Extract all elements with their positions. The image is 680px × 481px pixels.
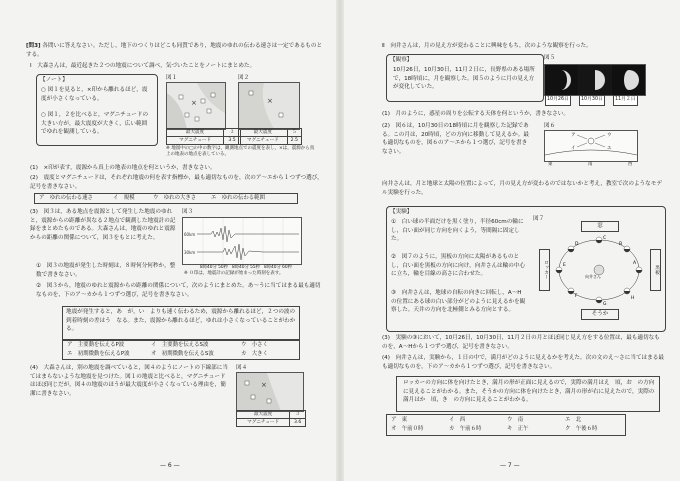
fig7-diagram bbox=[539, 221, 659, 321]
q3-option-i: イ 主要動を伝えるS波 bbox=[151, 342, 209, 348]
fig6-diagram bbox=[544, 130, 638, 162]
experiment-step-1: ① 白い球の半面だけを黒く塗り，半径60cmの輪にし，白い面が同じ方向を向くよう，等間隔に固定した。 bbox=[391, 219, 524, 243]
fig6-ground-east: 東 bbox=[548, 162, 553, 167]
fig3-note: ※ ０印は，地震計の記録が始まった時刻を表す。 bbox=[184, 271, 284, 276]
fig2-map bbox=[238, 82, 300, 130]
left-q3: (3) 図３は，ある地点を震源として発生した地震のゆれと，震源からの距離が異なる２地点で観測した地震計の記録をまとめたものである。大森さんは，地震のゆれと震源からの距離の関係について，図３をもとに考えた。 bbox=[30, 209, 176, 241]
q3-options-grid bbox=[62, 340, 300, 360]
q4-option-ka: カ 午前６時 bbox=[449, 426, 482, 432]
q3-option-u: ウ 小さく bbox=[241, 342, 268, 348]
fig3-seismograph bbox=[183, 218, 301, 264]
question-heading: [問3] bbox=[26, 43, 41, 49]
fig7-locker: ロッカー bbox=[539, 249, 550, 291]
q4-option-i: イ 西 bbox=[449, 417, 466, 423]
left-q1: (1) ×印が表す，震源から真上の地表の地点を何というか，書きなさい。 bbox=[30, 165, 216, 171]
q3-option-a: ア 主要動を伝えるP波 bbox=[67, 342, 125, 348]
q3-blank-text: 地震が発生すると，あ が，い よりも速く伝わるため，震源から離れるほど，２つの波の到着時刻の差はう なる。また，震源から離れるほど，ゆれは小さくなっていることがわかる。 bbox=[66, 309, 296, 333]
q4-option-a: ア 東 bbox=[391, 417, 408, 423]
q3-option-ka: カ 大きく bbox=[241, 351, 268, 357]
fig7-pos-d: D bbox=[575, 242, 579, 247]
q4-option-ku: ク 午後６時 bbox=[565, 426, 598, 432]
q3-blank-box bbox=[62, 306, 300, 340]
q2-options-box bbox=[34, 193, 298, 204]
fig2-label: 図２ bbox=[238, 75, 250, 81]
fig6-arrow-e: エ bbox=[607, 146, 612, 151]
left-page-number: — 6 — bbox=[160, 462, 180, 470]
fig7-pos-b: B bbox=[619, 242, 623, 247]
fig7-pos-h: H bbox=[631, 296, 635, 301]
section-1-title: Ⅰ 大森さんは，最近起きた２つの地震について調べ，気づいたことをノートにまとめた。 bbox=[30, 63, 256, 69]
fig7-person: 向井さん bbox=[585, 274, 601, 279]
question-3-intro bbox=[26, 42, 326, 59]
fig7-pos-e: E bbox=[563, 263, 566, 268]
q4-option-o: オ 午前０時 bbox=[391, 426, 424, 432]
fig3-ytick-60: 60km bbox=[184, 232, 196, 237]
observation-text: 10月26日，10月30日，11月２日に，長野県のある場所で，18時頃に，月を観察した。図５のように月の見え方が変化していた。 bbox=[393, 67, 535, 91]
right-q2: (2) 図６は，10月30日の18時頃に月を観察した記録である。この月は，20時頃，どの方向に移動して見えるか。最も適切なものを，図６のア〜エから１つ選び，記号を書きなさい。 bbox=[382, 123, 529, 155]
fig5-caption-3: 11月２日 bbox=[613, 95, 638, 106]
right-page-number: — 7 — bbox=[500, 462, 520, 470]
fig7-ring bbox=[553, 233, 645, 307]
note-item-2: ○ 図１，２を比べると，マグニチュードの大きい方が，最大震度が大きく，広い範囲でゆれを観測している。 bbox=[41, 112, 149, 136]
intro-text: 各問いに答えなさい。ただし，地下のつくりはどこも同質であり，地震のゆれの伝わる速さは一定であるものとする。 bbox=[26, 43, 323, 58]
fig6-ground-west: 西 bbox=[628, 162, 633, 167]
fig7-pos-a: A bbox=[633, 261, 637, 266]
svg-text:×: × bbox=[261, 381, 267, 389]
fig6-drawing bbox=[545, 131, 637, 161]
q4-option-u: ウ 南 bbox=[507, 417, 524, 423]
section-2-title: Ⅱ 向井さんは，月の見え方が変わることに興味をもち，次のような観察を行った。 bbox=[382, 43, 592, 49]
q4-option-e: エ 北 bbox=[565, 417, 582, 423]
fig5-caption-1: 10月26日 bbox=[545, 95, 571, 106]
right-q1: (1) 月のように，惑星の周りを公転する天体を何というか，書きなさい。 bbox=[382, 111, 569, 117]
fig1-table: 最大震度 ３ マグニチュード 3.5 bbox=[166, 128, 241, 145]
fig1-map-drawing bbox=[167, 83, 225, 129]
note-title: 【ノート】 bbox=[40, 77, 68, 83]
q4-option-ki: キ 正午 bbox=[507, 426, 529, 432]
fig7-pos-c: C bbox=[603, 236, 607, 241]
fig2-map-drawing bbox=[239, 83, 299, 129]
experiment-title: 【実験】 bbox=[390, 209, 413, 215]
q3-option-o: オ 初期微動を伝えるS波 bbox=[151, 351, 214, 357]
left-q4: (4) 大森さんは，別の地震を調べていると，図４のようにノートの下線部に当てはまらないような地震を見つけた。図１の地震と比べると，マグニチュードはほぼ同じだが，図４の地震のほうが最大震度が小さくなっている理由を，簡潔に書きなさい。 bbox=[30, 365, 228, 397]
fig4-map bbox=[236, 372, 304, 412]
fig1-map bbox=[166, 82, 226, 130]
left-q2: (2) 震度とマグニチュードは，それぞれ地震の何を表す指標か，最も適切なものを，次のア〜エから１つずつ選び，記号を書きなさい。 bbox=[30, 175, 323, 190]
q4-blank-box bbox=[396, 376, 660, 412]
experiment-box bbox=[386, 206, 666, 332]
fig6-ground-south: 南 bbox=[588, 162, 593, 167]
left-q3-sub2: ② 図３から，地震のゆれと震源からの距離の関係について，次のようにまとめた。あ〜うに当てはまる最も適切なものを，下のア〜カから１つずつ選び，記号を書きなさい。 bbox=[36, 283, 321, 298]
fig3-xtick-3: 8時40分 60秒 bbox=[264, 265, 292, 270]
svg-text:×: × bbox=[191, 99, 197, 107]
fig1-label: 図１ bbox=[166, 75, 178, 81]
right-page bbox=[340, 0, 680, 481]
fig3-xtick-2: 8時40分 55秒 bbox=[232, 265, 260, 270]
fig6-arrow-u: ウ bbox=[607, 133, 612, 138]
fig5-moon-photos bbox=[544, 64, 646, 96]
fig7-pos-g: G bbox=[603, 302, 607, 307]
note-box bbox=[36, 74, 158, 146]
fig3-label: 図３ bbox=[182, 209, 194, 215]
fig5-caption-2: 10月30日 bbox=[579, 95, 605, 106]
fig-note: ※ 地図中の□の中の数字は，観測地点での震度を表し，×は，震源から真上の地表の地点を表している。 bbox=[166, 146, 315, 157]
fig7-window: 窓 bbox=[581, 221, 619, 232]
note-item-1: ○ 図１を見ると，×印から離れるほど，震度が小さくなっている。 bbox=[41, 87, 148, 102]
observation-title: 【観察】 bbox=[390, 57, 413, 63]
fig7-pos-f: F bbox=[575, 294, 578, 299]
model-paragraph: 向井さんは，月と地球と太陽の位置によって，月の見え方が変わるのではないかと考え，教室で次のようなモデル実験を行った。 bbox=[382, 181, 662, 196]
fig4-map-drawing bbox=[237, 373, 303, 411]
right-q4: (4) 向井さんは，実験から，１日の中で，満月がどのように見えるかを考えた。次の文のえ〜さに当てはまる最も適切なものを，下のア〜カから１つずつ選び，記号を書きなさい。 bbox=[382, 355, 664, 370]
q4-blank-text: ロッカーの方向に体を向けたとき，満月の形が正面に見えるので，実際の満月はえ 頃，お の方向に見えることがわかる。また，そうかの方向に体を向けたとき，満月の形が右に見えたので，実際の満月はか 頃，き の方向に見えることがわかる。 bbox=[403, 380, 655, 404]
fig3-xtick-1: 8時40分 50秒 bbox=[200, 265, 228, 270]
fig2-table: 最大震度 ５ マグニチュード 2.5 bbox=[238, 128, 302, 145]
left-q3-sub1: ① 図３の地震が発生した時刻は，８時何分何秒か，整数で書きなさい。 bbox=[36, 263, 176, 278]
fig7-label: 図７ bbox=[533, 216, 545, 222]
fig4-label: 図４ bbox=[236, 365, 248, 371]
fig6-arrow-a: ア bbox=[571, 133, 576, 138]
q2-option-i: イ 規模 bbox=[113, 195, 135, 201]
fig5-label: 図５ bbox=[544, 55, 556, 61]
fig3-chart bbox=[182, 217, 302, 265]
q2-option-a: ア ゆれの伝わる速さ bbox=[39, 195, 93, 201]
fig6-label: 図６ bbox=[544, 123, 556, 129]
observation-box bbox=[386, 54, 544, 102]
fig3-ytick-30: 30km bbox=[184, 250, 196, 255]
fig6-arrow-i: イ bbox=[571, 146, 576, 151]
q4-options-box bbox=[386, 414, 626, 436]
right-q3: (3) 実験の③において，10月26日，10月30日，11月２日の月とほぼ同じ見え方をする位置は，最も適切なものを，A〜Hから１つずつ選び，記号を書きなさい。 bbox=[382, 335, 660, 350]
q2-option-e: エ ゆれの伝わる範囲 bbox=[211, 195, 265, 201]
q2-option-u: ウ ゆれの大きさ bbox=[153, 195, 197, 201]
fig4-table: 最大震度 ３ マグニチュード 3.6 bbox=[236, 410, 306, 427]
experiment-step-3: ③ 向井さんは，地球の自転の向きに回転し，A〜Hの位置にある球の白い部分がどのように見えるかを観察した。天井の方向を北極側とみる方向とする。 bbox=[391, 290, 526, 314]
svg-text:×: × bbox=[267, 97, 273, 105]
experiment-step-2: ② 図７のように，黒板の方向に太陽があるものとし，白い面を黒板の方向に向け，向井さんは輪の中心に立ち，輪を目線の高さに合わせた。 bbox=[391, 254, 526, 278]
q3-option-e: エ 初期微動を伝えるP波 bbox=[67, 351, 130, 357]
fig5-moons bbox=[545, 65, 645, 95]
fig7-blackboard: 黒板 bbox=[650, 249, 661, 291]
fig7-whiteboard: そうか bbox=[581, 309, 619, 320]
